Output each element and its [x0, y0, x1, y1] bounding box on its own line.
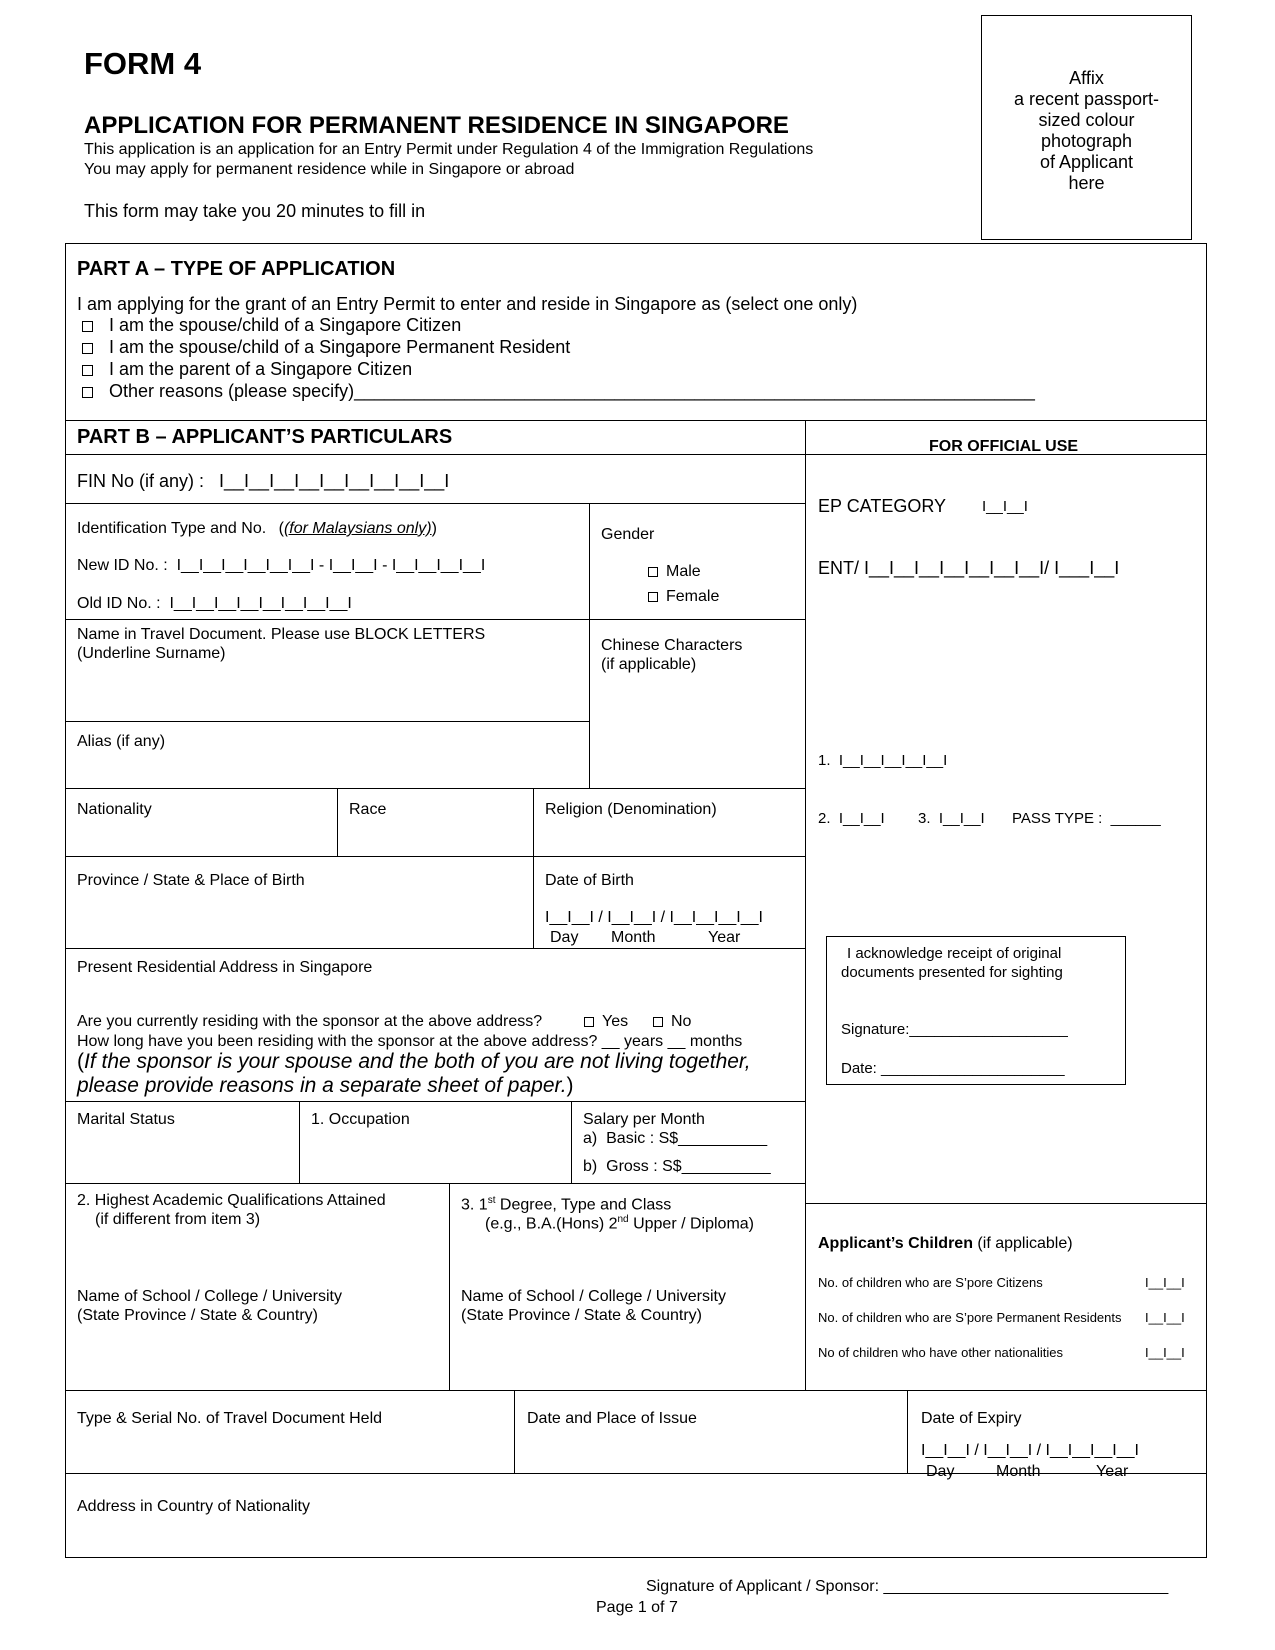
address-nat-label: Address in Country of Nationality [77, 1498, 310, 1515]
header-line-2: You may apply for permanent residence while in Singapore or abroad [84, 161, 575, 178]
gender-male-option[interactable]: Male [648, 562, 701, 581]
option-spouse-citizen[interactable]: I am the spouse/child of a Singapore Citizen [82, 315, 461, 336]
residing-yes-option[interactable]: Yes [584, 1012, 628, 1031]
ack-line-2: documents presented for sighting [841, 964, 1063, 981]
time-note: This form may take you 20 minutes to fill in [84, 201, 426, 221]
chinese-label: Chinese Characters [601, 637, 743, 654]
official-field-2[interactable]: 2. I__I__I [818, 810, 885, 827]
dob-year-label: Year [708, 929, 741, 946]
gender-label: Gender [601, 526, 655, 543]
expiry-day-label: Day [926, 1463, 955, 1480]
checkbox-icon[interactable] [648, 592, 658, 602]
school-sublabel-1: (State Province / State & Country) [77, 1307, 318, 1324]
school-label-1: Name of School / College / University [77, 1288, 342, 1305]
expiry-year-label: Year [1096, 1463, 1129, 1480]
checkbox-icon[interactable] [648, 567, 658, 577]
checkbox-icon[interactable] [653, 1017, 663, 1027]
new-id-field[interactable]: New ID No. : I__I__I__I__I__I__I - I__I__I - I__I__I__I__I [77, 557, 486, 574]
name-input-area[interactable] [70, 664, 582, 716]
form-number: FORM 4 [84, 46, 202, 81]
fin-field[interactable]: FIN No (if any) : I__I__I__I__I__I__I__I__I__I [77, 471, 450, 491]
ack-date-field[interactable]: Date: ______________________ [841, 1060, 1065, 1077]
qualification-label: 2. Highest Academic Qualifications Attained [77, 1192, 386, 1209]
checkbox-icon[interactable] [584, 1017, 594, 1027]
residing-no-option[interactable]: No [653, 1012, 691, 1031]
marital-label: Marital Status [77, 1111, 175, 1128]
travel-doc-label: Type & Serial No. of Travel Document Held [77, 1410, 383, 1427]
issue-label: Date and Place of Issue [527, 1410, 697, 1427]
alias-label: Alias (if any) [77, 733, 166, 750]
applicant-signature[interactable]: Signature of Applicant / Sponsor: ________________________________ [646, 1578, 1169, 1595]
children-pr-label: No. of children who are S’pore Permanent Residents [818, 1310, 1122, 1325]
option-spouse-pr[interactable]: I am the spouse/child of a Singapore Permanent Resident [82, 337, 570, 358]
qualification-sublabel: (if different from item 3) [95, 1211, 261, 1228]
chinese-sublabel: (if applicable) [601, 656, 697, 673]
degree-label: 3. 1st Degree, Type and Class [461, 1195, 672, 1214]
photo-box[interactable] [981, 15, 1192, 240]
checkbox-icon[interactable] [82, 365, 93, 376]
occupation-label: 1. Occupation [311, 1111, 410, 1128]
ep-category-label: EP CATEGORY [818, 496, 947, 516]
option-parent-citizen[interactable]: I am the parent of a Singapore Citizen [82, 359, 412, 380]
official-use-title: FOR OFFICIAL USE [929, 438, 1079, 455]
header-line-1: This application is an application for an Entry Permit under Regulation 4 of the Immigration Regulations [84, 141, 814, 158]
old-id-field[interactable]: Old ID No. : I__I__I__I__I__I__I__I__I [77, 595, 352, 612]
pass-type-field[interactable]: PASS TYPE : ______ [1012, 810, 1161, 827]
salary-label: Salary per Month [583, 1111, 705, 1128]
nationality-label: Nationality [77, 801, 152, 818]
race-label: Race [349, 801, 387, 818]
official-field-3[interactable]: 3. I__I__I [918, 810, 985, 827]
children-title: Applicant’s Children (if applicable) [818, 1235, 1073, 1252]
school-label-2: Name of School / College / University [461, 1288, 726, 1305]
part-a-title: PART A – TYPE OF APPLICATION [77, 258, 396, 280]
page-number: Page 1 of 7 [596, 1599, 678, 1616]
children-citizens-label: No. of children who are S’pore Citizens [818, 1275, 1043, 1290]
residing-duration[interactable]: How long have you been residing with the sponsor at the above address? __ years __ months [77, 1033, 743, 1050]
dob-day-label: Day [550, 929, 579, 946]
ent-field[interactable]: ENT/ I__I__I__I__I__I__I__I/ I___I__I [818, 558, 1120, 578]
part-b-title: PART B – APPLICANT’S PARTICULARS [77, 426, 453, 448]
checkbox-icon[interactable] [82, 321, 93, 332]
expiry-field[interactable]: I__I__I / I__I__I / I__I__I__I__I [921, 1442, 1139, 1459]
salary-gross-field[interactable]: b) Gross : S$__________ [583, 1158, 771, 1175]
expiry-month-label: Month [996, 1463, 1041, 1480]
dob-field[interactable]: I__I__I / I__I__I / I__I__I__I__I [545, 909, 763, 926]
ack-line-1: I acknowledge receipt of original [847, 945, 1062, 962]
birth-place-label: Province / State & Place of Birth [77, 872, 305, 889]
official-field-1[interactable]: 1. I__I__I__I__I__I [818, 752, 948, 769]
option-other-reasons[interactable]: Other reasons (please specify)____________________________________________________________________ [82, 381, 1035, 402]
expiry-label: Date of Expiry [921, 1410, 1022, 1427]
dob-month-label: Month [611, 929, 656, 946]
dob-label: Date of Birth [545, 872, 634, 889]
salary-basic-field[interactable]: a) Basic : S$__________ [583, 1130, 768, 1147]
form-title: APPLICATION FOR PERMANENT RESIDENCE IN SINGAPORE [84, 112, 789, 139]
children-pr-field[interactable]: I__I__I [1145, 1310, 1185, 1325]
children-other-field[interactable]: I__I__I [1145, 1345, 1185, 1360]
checkbox-icon[interactable] [82, 343, 93, 354]
name-sublabel: (Underline Surname) [77, 645, 226, 662]
degree-sublabel: (e.g., B.A.(Hons) 2nd Upper / Diploma) [485, 1214, 754, 1233]
ep-category-field[interactable]: I__I__I [982, 498, 1028, 515]
photo-instructions: Affix a recent passport- sized colour photograph of Applicant here [1013, 68, 1160, 193]
spouse-note: (If the sponsor is your spouse and the both of you are not living together, please provide reasons in a separate sheet of paper.) [77, 1050, 751, 1097]
ack-signature-field[interactable]: Signature:___________________ [841, 1021, 1068, 1038]
school-sublabel-2: (State Province / State & Country) [461, 1307, 702, 1324]
gender-female-option[interactable]: Female [648, 587, 719, 606]
part-a-intro: I am applying for the grant of an Entry Permit to enter and reside in Singapore as (select one only) [77, 294, 858, 314]
children-citizens-field[interactable]: I__I__I [1145, 1275, 1185, 1290]
children-other-label: No of children who have other nationalities [818, 1345, 1063, 1360]
address-sg-label: Present Residential Address in Singapore [77, 959, 373, 976]
id-type-label: Identification Type and No. ((for Malaysians only)) [77, 520, 437, 537]
malaysians-note: (for Malaysians only) [283, 520, 432, 537]
residing-question: Are you currently residing with the sponsor at the above address? [77, 1013, 543, 1030]
checkbox-icon[interactable] [82, 387, 93, 398]
name-label: Name in Travel Document. Please use BLOCK LETTERS [77, 626, 486, 643]
religion-label: Religion (Denomination) [545, 801, 717, 818]
